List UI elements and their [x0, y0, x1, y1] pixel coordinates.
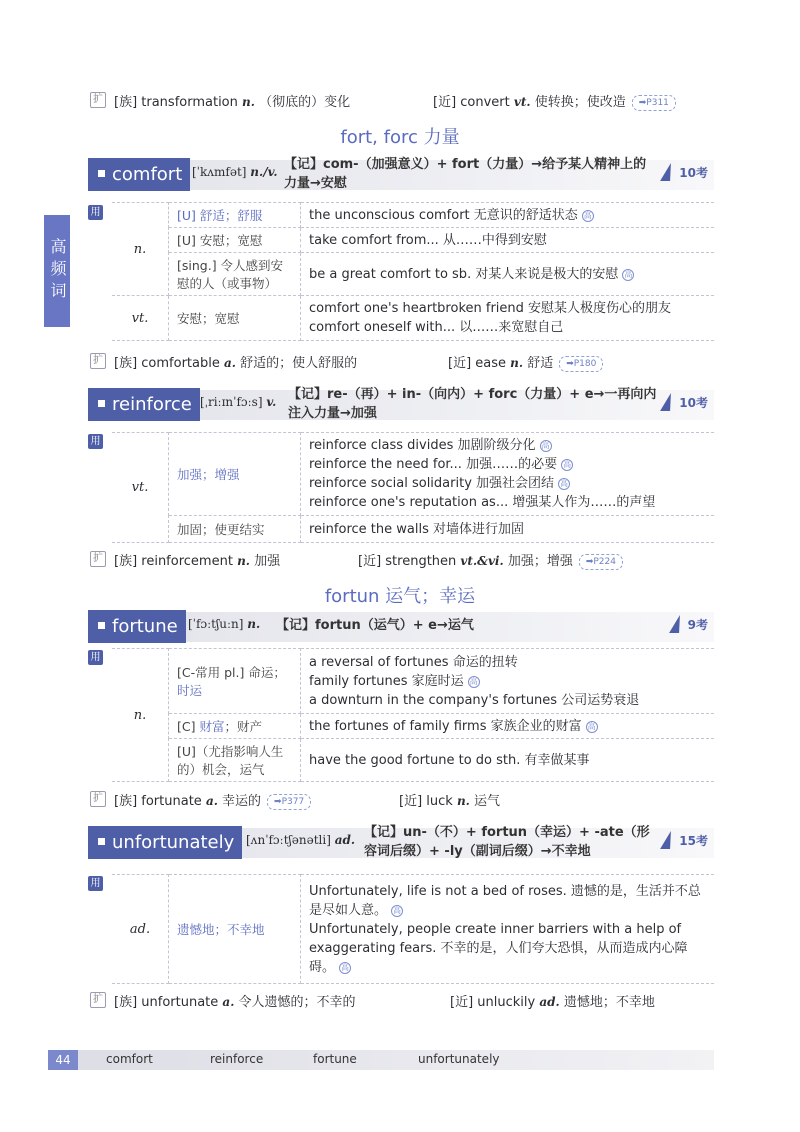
family-word: [族] transformation — [114, 95, 238, 110]
usage-table-unfortunately — [112, 874, 714, 984]
footer-word-fortune: fortune — [313, 1052, 357, 1066]
extension-line-fortune — [90, 790, 710, 810]
family-word: [族] comfortable — [114, 356, 220, 371]
usage-icon: 用 — [88, 205, 103, 220]
extension-line-transformation — [90, 91, 710, 111]
high-frequency-icon: 高 — [341, 962, 350, 972]
headword: fortune — [88, 610, 186, 643]
example-cell: the unconscious comfort 无意识的舒适状态 — [309, 207, 578, 223]
meaning-cell: [C-常用 pl.] 命运； 时运 — [169, 649, 301, 714]
page-reference-link[interactable]: ➡P311 — [632, 95, 676, 111]
root-section-title-fortun: fortun 运气；幸运 — [324, 586, 476, 607]
phonetic: [ʌnˈfɔːtʃənətli] — [246, 833, 331, 847]
pos-cell: vt. — [112, 296, 169, 341]
synonym-word: [近] unluckily — [450, 995, 536, 1010]
footer-word-comfort: comfort — [106, 1052, 153, 1066]
page-footer — [48, 1050, 714, 1070]
headword: unfortunately — [88, 826, 242, 859]
exam-count: 10考 — [663, 393, 708, 411]
word-header-unfortunately — [88, 823, 714, 861]
phonetic: [ˈkʌmfət] — [192, 165, 247, 179]
part-of-speech: n./v. — [250, 165, 278, 179]
lightning-icon — [660, 393, 676, 411]
memory-tip: 【记】un-（不）+ fortun（幸运）+ -ate（形容词后缀）+ -ly（副词后缀）→不幸地 — [364, 825, 650, 859]
word-header-comfort — [88, 155, 714, 193]
table-row — [112, 433, 714, 516]
example-cell: have the good fortune to do sth. 有幸做某事 — [301, 739, 715, 782]
family-pos: a. — [205, 794, 218, 808]
usage-icon: 用 — [88, 650, 103, 665]
page-reference-link[interactable]: ➡P224 — [579, 554, 623, 570]
synonym-word: [近] convert — [433, 95, 510, 110]
usage-icon: 用 — [88, 434, 103, 449]
high-frequency-icon: 高 — [624, 269, 633, 279]
side-tab-high-frequency: 高频词 — [44, 215, 70, 327]
high-frequency-icon: 高 — [469, 676, 478, 686]
meaning-cell: [U] 安慰；宽慰 — [169, 228, 301, 253]
extension-icon: 扩 — [90, 992, 106, 1008]
memory-tip: 【记】fortun（运气）+ e→运气 — [276, 618, 474, 633]
usage-icon: 用 — [88, 876, 103, 891]
exam-count: 15考 — [663, 831, 708, 849]
meaning-cell: 加强；增强 — [177, 467, 240, 482]
example-cell: Unfortunately, life is not a bed of roses. 遗憾的是，生活并不总是尽如人意。 — [309, 883, 701, 918]
synonym-definition: 加强；增强 — [507, 554, 573, 569]
table-row — [112, 649, 714, 714]
synonym-pos: n. — [510, 356, 524, 370]
root-section-title-fort: fort, forc 力量 — [340, 127, 460, 148]
lightning-icon — [660, 831, 676, 849]
example-cell: comfort one's heartbroken friend 安慰某人极度伤心的朋友 — [309, 301, 672, 316]
table-row — [112, 516, 714, 543]
lightning-icon — [660, 163, 676, 181]
meaning-cell: 遗憾地；不幸地 — [177, 922, 265, 937]
usage-table-fortune — [112, 648, 714, 782]
family-definition: 舒适的；使人舒服的 — [240, 356, 358, 371]
high-frequency-icon: 高 — [541, 441, 550, 450]
headword: reinforce — [88, 388, 200, 421]
extension-line-comfort — [90, 352, 710, 372]
extension-icon: 扩 — [90, 791, 106, 807]
family-definition: （彻底的）变化 — [259, 95, 351, 110]
family-word: [族] fortunate — [114, 794, 202, 809]
synonym-pos: vt. — [513, 95, 531, 109]
square-bullet-icon — [98, 838, 105, 845]
part-of-speech: v. — [266, 395, 277, 409]
synonym-word: [近] strengthen — [358, 554, 457, 569]
page-reference-link[interactable]: ➡P180 — [559, 356, 603, 372]
extension-icon: 扩 — [90, 353, 106, 369]
memory-tip: 【记】re-（再）+ in-（向内）+ forc（力量）+ e→一再向内注入力量→加强 — [288, 387, 657, 421]
synonym-word: [近] luck — [399, 794, 453, 809]
word-header-fortune — [88, 607, 714, 645]
memory-tip: 【记】com-（加强意义）+ fort（力量）→给予某人精神上的力量→安慰 — [284, 157, 647, 191]
table-row — [112, 296, 714, 341]
meaning-cell: [U] 舒适；舒服 — [177, 208, 263, 223]
synonym-definition: 舒适 — [527, 356, 554, 371]
extension-line-reinforce — [90, 550, 710, 570]
synonym-definition: 运气 — [474, 794, 501, 809]
high-frequency-icon: 高 — [583, 210, 592, 220]
part-of-speech: n. — [247, 617, 261, 631]
example-cell: comfort oneself with... 以……来宽慰自己 — [309, 320, 564, 335]
exam-count: 10考 — [663, 163, 708, 181]
extension-line-unfortunately — [90, 991, 710, 1011]
family-definition: 幸运的 — [222, 794, 262, 809]
square-bullet-icon — [98, 170, 105, 177]
example-cell: reinforce the walls 对墙体进行加固 — [301, 516, 715, 543]
example-cell: the fortunes of family firms 家族企业的财富 — [309, 718, 582, 734]
example-cell: reinforce class divides 加剧阶级分化 — [309, 438, 536, 453]
page-reference-link[interactable]: ➡P377 — [267, 794, 311, 810]
lightning-icon — [669, 615, 685, 633]
example-cell: a reversal of fortunes 命运的扭转 — [309, 654, 518, 670]
family-pos: a. — [222, 995, 235, 1009]
family-word: [族] reinforcement — [114, 554, 233, 569]
usage-table-comfort — [112, 202, 714, 341]
family-definition: 令人遗憾的；不幸的 — [238, 995, 356, 1010]
extension-icon: 扩 — [90, 551, 106, 567]
example-cell: reinforce one's reputation as... 增强某人作为……的声望 — [309, 495, 656, 510]
synonym-pos: ad. — [539, 995, 560, 1009]
example-cell: take comfort from... 从……中得到安慰 — [301, 228, 715, 253]
family-definition: 加强 — [254, 554, 281, 569]
part-of-speech: ad. — [334, 833, 356, 847]
exam-count: 9考 — [672, 615, 708, 633]
meaning-cell: 加固；使更结实 — [169, 516, 301, 543]
square-bullet-icon — [98, 400, 105, 407]
meaning-cell: [C] 财富；财产 — [169, 714, 301, 739]
high-frequency-icon: 高 — [563, 460, 572, 469]
table-row — [112, 875, 714, 984]
usage-table-reinforce — [112, 432, 714, 543]
square-bullet-icon — [98, 622, 105, 629]
pos-cell: ad. — [112, 875, 169, 984]
footer-word-unfortunately: unfortunately — [418, 1052, 500, 1066]
pos-cell: n. — [112, 203, 169, 296]
example-cell: reinforce social solidarity 加强社会团结 — [309, 476, 555, 491]
table-row — [112, 203, 714, 228]
synonym-definition: 遗憾地；不幸地 — [563, 995, 655, 1010]
family-pos: a. — [223, 356, 236, 370]
synonym-pos: vt.&vi. — [460, 554, 504, 568]
pos-cell: vt. — [112, 433, 169, 543]
meaning-cell: [sing.] 令人感到安慰的人（或事物） — [169, 253, 301, 296]
family-pos: n. — [237, 554, 250, 568]
synonym-definition: 使转换；使改造 — [534, 95, 626, 110]
extension-icon: 扩 — [90, 92, 106, 108]
pos-cell: n. — [112, 649, 169, 782]
synonym-pos: n. — [456, 794, 470, 808]
table-row — [112, 253, 714, 296]
high-frequency-icon: 高 — [393, 905, 402, 915]
headword: comfort — [88, 158, 190, 191]
table-row — [112, 739, 714, 782]
example-cell: family fortunes 家庭时运 — [309, 673, 464, 689]
example-cell: be a great comfort to sb. 对某人来说是极大的安慰 — [309, 266, 619, 282]
word-header-reinforce — [88, 385, 714, 423]
meaning-cell: [U]（尤指影响人生的）机会，运气 — [169, 739, 301, 782]
family-word: [族] unfortunate — [114, 995, 219, 1010]
high-frequency-icon: 高 — [560, 479, 569, 488]
high-frequency-icon: 高 — [587, 721, 596, 731]
phonetic: [ˌriːɪnˈfɔːs] — [200, 395, 263, 409]
family-pos: n. — [242, 95, 255, 109]
example-cell: a downturn in the company's fortunes 公司运势衰退 — [309, 692, 640, 708]
example-cell: reinforce the need for... 加强……的必要 — [309, 457, 558, 472]
phonetic: [ˈfɔːtʃuːn] — [188, 617, 244, 631]
synonym-word: [近] ease — [448, 356, 507, 371]
meaning-cell: 安慰；宽慰 — [169, 296, 301, 341]
table-row — [112, 714, 714, 739]
example-cell: Unfortunately, people create inner barriers with a help of exaggerating fears. 不幸的是，人们夸大恐惧，从而造成内心障碍。 — [309, 921, 688, 975]
table-row — [112, 228, 714, 253]
footer-word-reinforce: reinforce — [210, 1052, 264, 1066]
page-number: 44 — [48, 1050, 78, 1070]
